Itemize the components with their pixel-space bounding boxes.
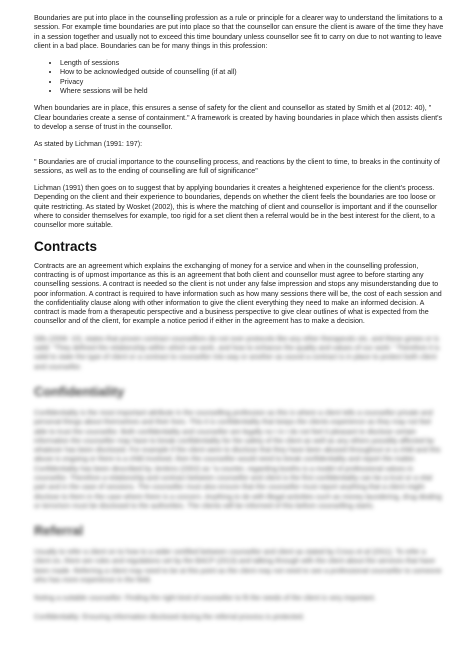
list-item: • Length of sessions (60, 59, 444, 68)
list-item: • Where sessions will be held (60, 87, 444, 96)
lichman-discussion-paragraph: Lichman (1991) then goes on to suggest that by applying boundaries it creates a heightened experience for the client's process. Depending on the client and their experience to boundaries, depends on whether the client feels the boundaries are too loose or quite restricting. As stated by Wosket (2002), this is where the matching of client and counsellor is important and if the counsellor where to consider themselves for example, too rigid for a set client then a referral would be in the best interest for the client, to a counsellor more suitable. (34, 184, 438, 230)
document-page (34, 14, 444, 631)
boundary-list (34, 59, 444, 96)
blurred-paragraph: Noting a suitable counsellor: Finding the right kind of counsellor to fit the needs of the client is very important. (34, 594, 376, 603)
confidentiality-heading: Confidentiality (34, 383, 125, 399)
blurred-paragraph: Confidentiality is the most important attribute in the counselling profession as this is where a client tells a counsellor private and personal things about themselves and their lives. This it is confidentiality that keeps the clients experience as they may not feel able to trust the counsellor. Both confidentiality and counsellor are legally no I in I do not feel it pleasant to disclose certain information the counsellor may have to break confidentiality for the safety of the client as well as any others possibly affected by whatever has been disclosed. For example if the client were to disclose that they have been abused throughout or a child and this abuse is ongoing or there is a child involved, then the counsellor would need to break confidentiality and report the matter. Confidentiality has been described by Jenkins (2002) as "a counter, regarding booths is a model of professional values in counsellor. Therefore a relationship and contract between counsellor and client is the first confidentiality can be a trust or a vital part and in the case of sessions. The counsellor must also ensure that the counsellor must report anything that a client might disclose to them in the case where there is a concern. Anything to do with illegal activities such as money laundering, drug dealing or terrorism must be disclosed to the authorities. The clients will be informed of this before counselling starts. (34, 408, 442, 510)
contracts-heading: Contracts (34, 238, 98, 254)
blurred-paragraph: Confidentiality: Ensuring information disclosed during the referral process is protected. (34, 612, 305, 621)
list-item: • How to be acknowledged outside of counselling (if at all) (60, 68, 444, 77)
lichman-intro-paragraph: As stated by Lichman (1991: 197): (34, 140, 143, 149)
blurred-preview-section (34, 335, 444, 622)
contracts-paragraph-wrap (34, 262, 444, 327)
contracts-paragraph: Contracts are an agreement which explains the exchanging of money for a service and when in the counselling profession, contracting is of upmost importance as this is an agreement that both client and counsellor must agree to before starting any counselling sessions. A contract is needed so the client is not under any false impression and stops any misunderstanding due to poor information. A contract is required to have information such as how many sessions there will be, the cost of each session and the confidentiality clause along with other information to give the client everything they need to make an informed decision. A contract is made from a therapeutic perspective and a business perspective to give clear outlines of what is expected from the counsellor and of the client, for example a notice period if either in the agreement has to make a decision. (34, 261, 442, 326)
boundaries-safety-paragraph: When boundaries are in place, this ensures a sense of safety for the client and counsellor as stated by Smith et al (2012: 40), " Clear boundaries create a sense of containment." A framework is created by having boundaries in place which then assists client's to develop a sense of trust in the counsellor. (34, 104, 443, 131)
blurred-paragraph: Usually to refer a client on to how to a wider certified between counsellor and client as stated by Cross et al (2011). To refer a client on, there are rules and regulations set by the BACP (2013) and talking through with the client about the services that have been made. Referring a client may need to be at this point as the client may not need to see a professional counsellor to someone who has more experience in the field. (34, 548, 442, 585)
blurred-paragraph: Sills (2006: 10), states that proven contract counsellors do not over protocols like any other therapeutic etc, and these grows or is valid: "They defined the relationship within which we work, and how to enhance the quality and values of our work." Therefore it is valid to state the type of client or a contract to counsellor into way or another as sound a contract is in place to protect both client and counsellor. (34, 334, 440, 371)
lichman-quote-paragraph: " Boundaries are of crucial importance to the counselling process, and reactions by the client to time, to breaks in the continuity of sessions, as well as to the ending of counselling are full of significance" (34, 157, 440, 175)
intro-paragraph: Boundaries are put into place in the counselling profession as a rule or principle for a clearer way to understand the limitations to a session. For example time boundaries are put into place so that the counsellor can ensure the client is aware of the time they have in a session together and usually not to exceed this time boundary unless counsellor see fit to carry on due to not wanting to leave client in a bad place. Boundaries can be for many things in this profession: (34, 14, 444, 50)
referral-heading: Referral (34, 523, 84, 539)
list-item: • Privacy (60, 78, 444, 87)
